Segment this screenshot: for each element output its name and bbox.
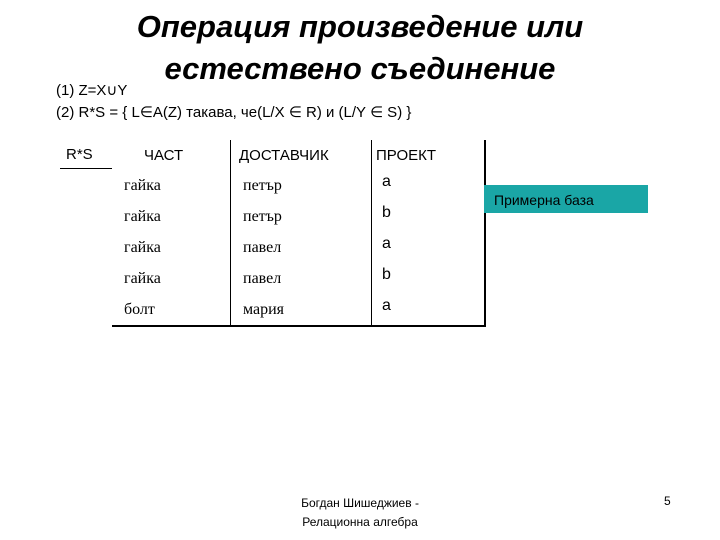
footer-line-1: Богдан Шишеджиев - [301,496,419,510]
result-relation-table [112,140,486,327]
table-row [112,201,485,232]
table-row [112,263,485,294]
table-header-row [112,140,485,170]
footer-author [270,494,450,532]
header-part: ЧАСТ [112,140,231,170]
table-row [112,232,485,263]
cell-part: гайка [112,201,231,232]
cell-supplier: мария [231,294,372,326]
table-row [112,170,485,201]
formula-union: (1) Z=X∪Y [56,82,128,99]
cell-project: a [372,170,486,201]
sample-database-badge: Примерна база [484,185,648,213]
cell-supplier: павел [231,232,372,263]
cell-part: гайка [112,263,231,294]
footer-line-2: Релационна алгебра [302,515,418,529]
table-row [112,294,485,326]
cell-supplier: павел [231,263,372,294]
relation-label-underline [60,168,112,169]
title-line-2: естествено съединение [164,51,556,86]
page-number: 5 [664,494,671,508]
cell-part: болт [112,294,231,326]
cell-project: b [372,201,486,232]
formula-natural-join: (2) R*S = { L∈A(Z) такава, че(L/X ∈ R) и (L/Y ∈ S) } [56,104,412,121]
cell-part: гайка [112,170,231,201]
title-line-1: Операция произведение или [136,9,584,44]
header-supplier: ДОСТАВЧИК [231,140,372,170]
cell-supplier: петър [231,201,372,232]
cell-project: a [372,232,486,263]
cell-supplier: петър [231,170,372,201]
cell-project: b [372,263,486,294]
relation-label: R*S [66,146,93,163]
cell-project: a [372,294,486,326]
cell-part: гайка [112,232,231,263]
header-project: ПРОЕКТ [372,140,486,170]
slide-title [110,6,610,90]
